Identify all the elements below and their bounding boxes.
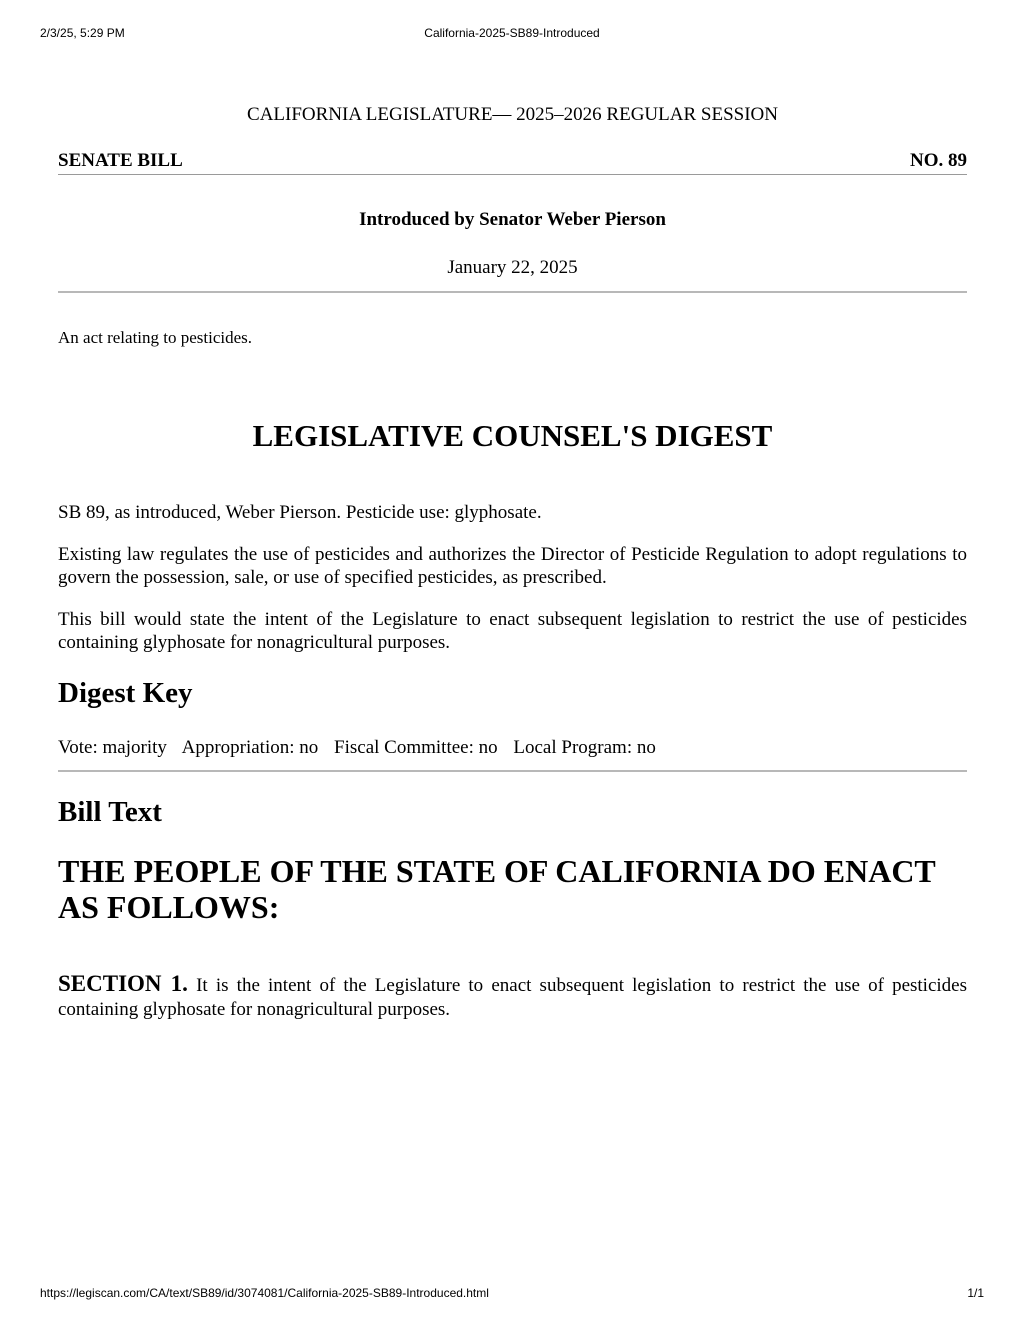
section-text: It is the intent of the Legislature to enact subsequent legislation to restrict the use of pesticides containing glyphosate for nonagricultural purposes. (58, 975, 967, 1020)
digest-title: LEGISLATIVE COUNSEL'S DIGEST (252, 418, 773, 453)
print-page-title: California-2025-SB89-Introduced (424, 26, 600, 40)
introduction-date: January 22, 2025 (447, 257, 578, 278)
digest-key-appropriation: Appropriation: no (181, 737, 319, 758)
digest-key-vote: Vote: majority (58, 737, 167, 758)
source-url: https://legiscan.com/CA/text/SB89/id/3074081/California-2025-SB89-Introduced.html (40, 1286, 489, 1300)
bill-section (58, 972, 967, 1022)
digest-key (58, 737, 667, 759)
print-footer (40, 1286, 984, 1302)
divider (58, 770, 967, 772)
chamber-label: SENATE BILL (58, 150, 183, 171)
print-header (40, 26, 984, 42)
act-description: An act relating to pesticides. (58, 328, 253, 347)
digest-key-local-program: Local Program: no (513, 737, 656, 758)
digest-paragraph: Existing law regulates the use of pesticides and authorizes the Director of Pesticide Regulation to adopt regulations to govern the possession, sale, or use of specified pesticides, as prescribed. (58, 544, 967, 588)
section-label: SECTION 1. (58, 971, 188, 996)
bill-number: NO. 89 (910, 150, 967, 171)
page-number: 1/1 (967, 1286, 984, 1300)
bill-identifier-line (58, 150, 967, 175)
digest-paragraph: SB 89, as introduced, Weber Pierson. Pesticide use: glyphosate. (58, 502, 542, 523)
session-title: CALIFORNIA LEGISLATURE— 2025–2026 REGULAR SESSION (247, 104, 778, 125)
divider (58, 291, 967, 293)
enacting-clause: THE PEOPLE OF THE STATE OF CALIFORNIA DO ENACT AS FOLLOWS: (58, 853, 936, 925)
print-datetime: 2/3/25, 5:29 PM (40, 26, 125, 40)
digest-paragraph: This bill would state the intent of the Legislature to enact subsequent legislation to restrict the use of pesticides containing glyphosate for nonagricultural purposes. (58, 609, 967, 653)
bill-text-heading: Bill Text (58, 796, 162, 828)
digest-key-heading: Digest Key (58, 677, 193, 709)
digest-key-fiscal-committee: Fiscal Committee: no (334, 737, 498, 758)
introduced-by: Introduced by Senator Weber Pierson (359, 209, 666, 230)
